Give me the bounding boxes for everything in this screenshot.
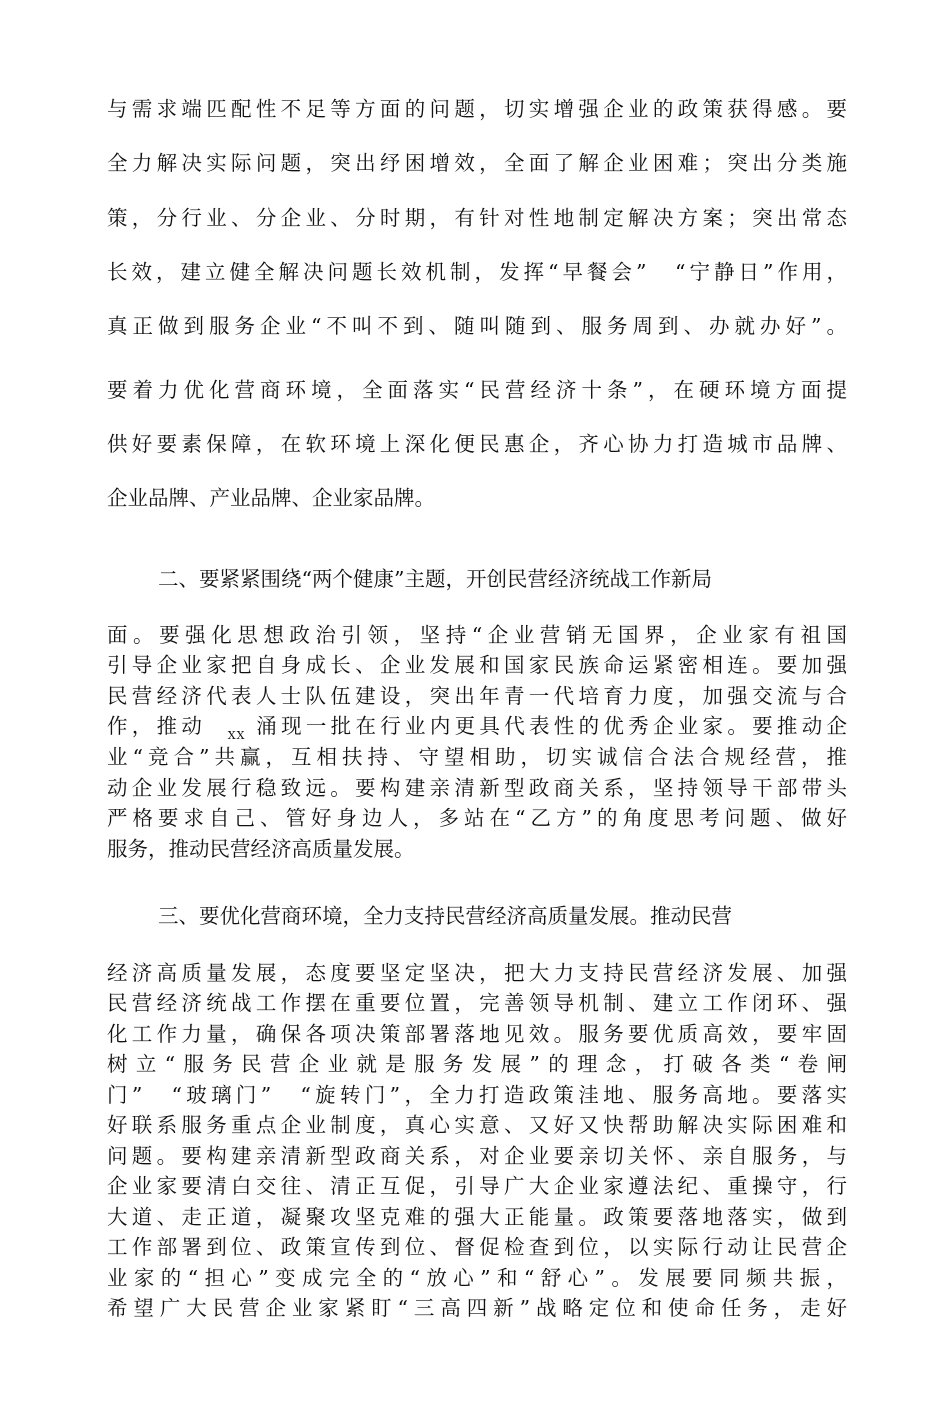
paragraph-line: 好联系服务重点企业制度，真心实意、又好又快帮助解决实际困难和 [107, 1113, 847, 1137]
paragraph-line: 策，分行业、分企业、分时期，有针对性地制定解决方案；突出常态 [107, 206, 847, 230]
paragraph-line: 业“竞合”共赢，互相扶持、守望相助，切实诚信合法合规经营，推 [107, 745, 847, 769]
paragraph-line: 业家的“担心”变成完全的“放心”和“舒心”。发展要同频共振， [107, 1266, 847, 1290]
section-heading: 二、要紧紧围绕“两个健康”主题，开创民营经济统战工作新局 [158, 567, 712, 591]
text-run: 作，推动 [107, 714, 207, 738]
placeholder-mark: XX [227, 729, 246, 742]
paragraph-line: 希望广大民营企业家紧盯“三高四新”战略定位和使命任务，走好 [107, 1296, 847, 1320]
paragraph-line: 企业家要清白交往、清正互促，引导广大企业家遵法纪、重操守，行 [107, 1174, 847, 1198]
paragraph-line: 要着力优化营商环境，全面落实“民营经济十条”，在硬环境方面提 [107, 378, 847, 402]
paragraph-line: 真正做到服务企业“不叫不到、随叫随到、服务周到、办就办好”。 [107, 314, 847, 338]
paragraph-line: 服务，推动民营经济高质量发展。 [107, 837, 415, 861]
paragraph-line: 与需求端匹配性不足等方面的问题，切实增强企业的政策获得感。要 [107, 97, 847, 121]
paragraph-line: 经济高质量发展，态度要坚定坚决，把大力支持民营经济发展、加强 [107, 961, 847, 985]
paragraph-line: 树立“服务民营企业就是服务发展”的理念，打破各类“卷闸 [107, 1052, 847, 1076]
paragraph-line: 企业品牌、产业品牌、企业家品牌。 [107, 486, 435, 510]
paragraph-line: 引导企业家把自身成长、企业发展和国家民族命运紧密相连。要加强 [107, 653, 847, 677]
paragraph-line: 化工作力量，确保各项决策部署落地见效。服务要优质高效，要牢固 [107, 1022, 847, 1046]
paragraph-line: 严格要求自己、管好身边人，多站在“乙方”的角度思考问题、做好 [107, 806, 847, 830]
section-heading: 三、要优化营商环境，全力支持民营经济高质量发展。推动民营 [158, 904, 732, 928]
paragraph-line: 供好要素保障，在软环境上深化便民惠企，齐心协力打造城市品牌、 [107, 432, 847, 456]
paragraph-line: 工作部署到位、政策宣传到位、督促检查到位，以实际行动让民营企 [107, 1235, 847, 1259]
paragraph-line: 民营经济代表人士队伍建设，突出年青一代培育力度，加强交流与合 [107, 684, 847, 708]
paragraph-line: 长效，建立健全解决问题长效机制，发挥“早餐会” “宁静日”作用， [107, 260, 847, 284]
paragraph-line: 动企业发展行稳致远。要构建亲清新型政商关系，坚持领导干部带头 [107, 776, 847, 800]
paragraph-line: 大道、走正道，凝聚攻坚克难的强大正能量。政策要落地落实，做到 [107, 1205, 847, 1229]
text-run: 涌现一批在行业内更具代表性的优秀企业家。要推动企 [256, 714, 847, 738]
paragraph-line: 门” “玻璃门” “旋转门”，全力打造政策洼地、服务高地。要落实 [107, 1083, 847, 1107]
paragraph-line: 全力解决实际问题，突出纾困增效，全面了解企业困难；突出分类施 [107, 151, 847, 175]
paragraph-line: 问题。要构建亲清新型政商关系，对企业要亲切关怀、亲自服务，与 [107, 1144, 847, 1168]
paragraph-line: 面。要强化思想政治引领，坚持“企业营销无国界，企业家有祖国 [107, 623, 847, 647]
paragraph-line: 民营经济统战工作摆在重要位置，完善领导机制、建立工作闭环、强 [107, 991, 847, 1015]
